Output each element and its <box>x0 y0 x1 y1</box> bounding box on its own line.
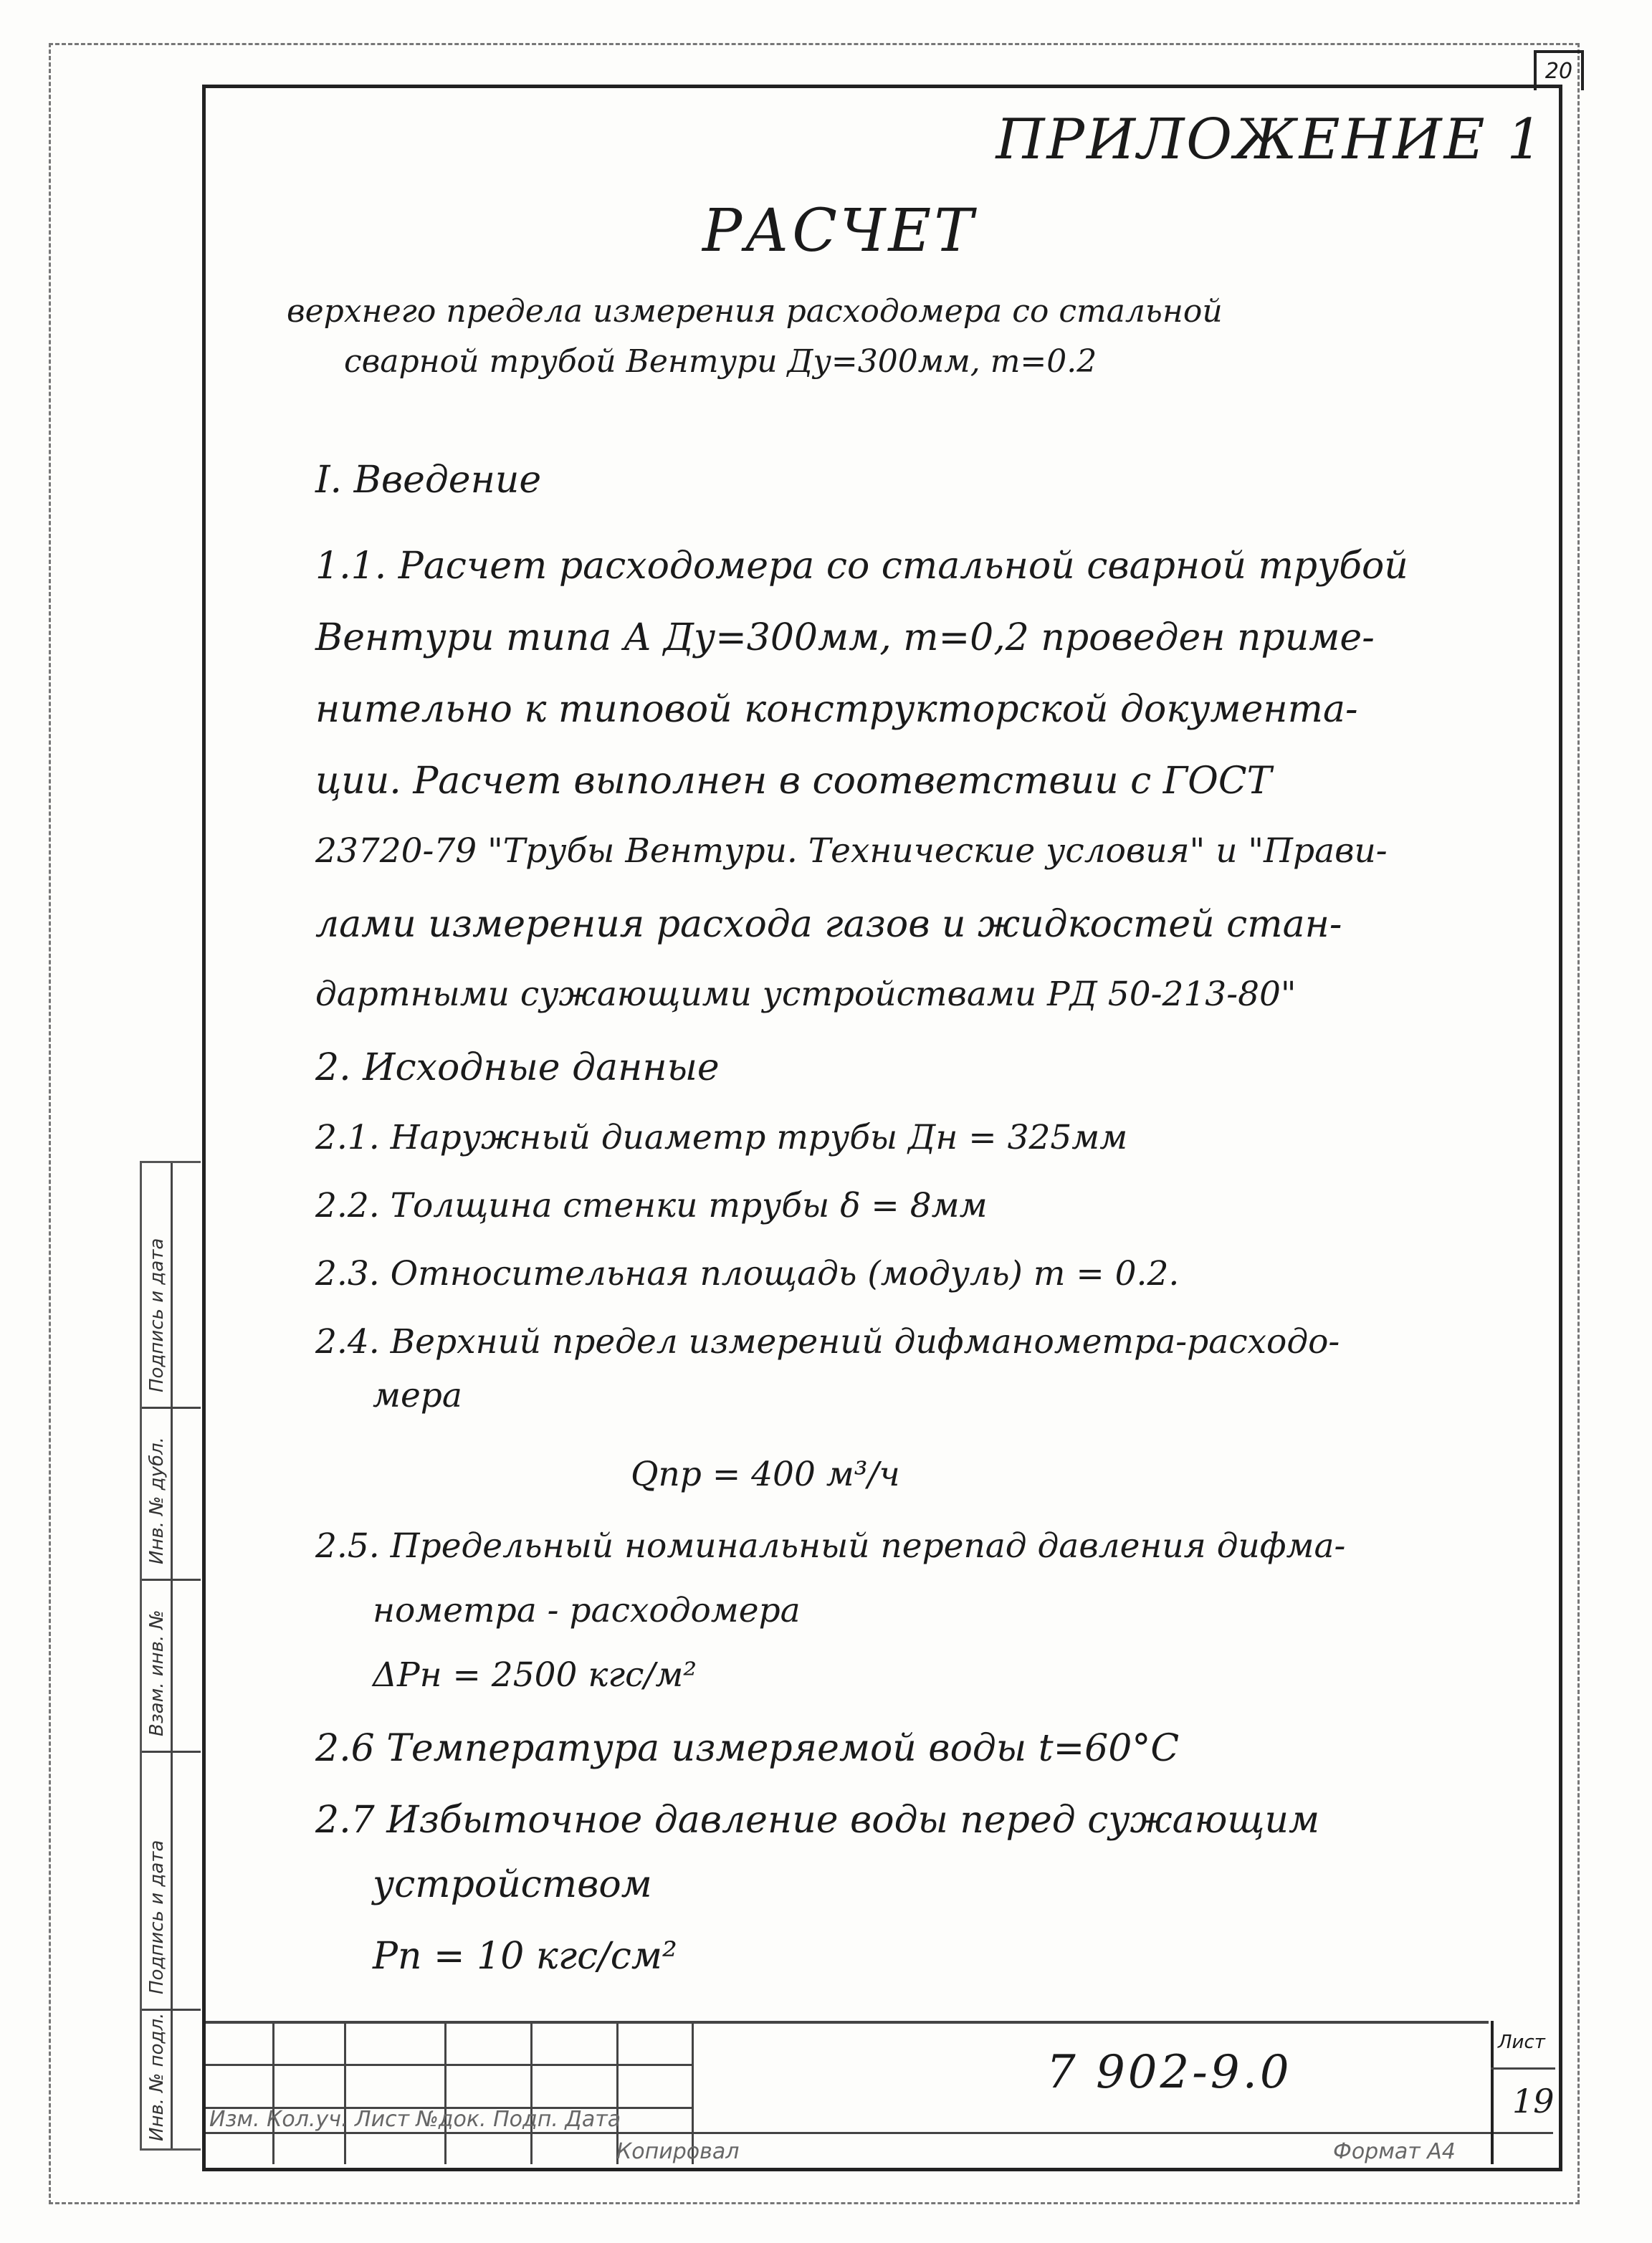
page-title: РАСЧЕТ <box>702 197 976 265</box>
item-2-4-b: мера <box>373 1376 462 1415</box>
side-strip-row-4 <box>142 2009 201 2011</box>
subtitle <box>287 287 1505 387</box>
document-code: 7 902-9.0 <box>1046 2046 1292 2099</box>
subtitle-line-1: верхнего предела измерения расходомера со стальной <box>287 293 1223 330</box>
stamp-col-3 <box>444 2021 447 2164</box>
side-strip-row-2 <box>142 1579 201 1581</box>
side-strip-row-3 <box>142 1751 201 1753</box>
intro-heading: I. Введение <box>315 459 542 502</box>
appendix-label: ПРИЛОЖЕНИЕ 1 <box>996 107 1544 172</box>
side-strip-divider <box>171 1163 173 2148</box>
side-label-sign-date-2: Подпись и дата <box>146 1238 168 1392</box>
formula-qpr: Qпр = 400 м³/ч <box>631 1455 900 1494</box>
item-2-5-b: нометра - расходомера <box>373 1591 801 1630</box>
stamp-copied: Копировал <box>616 2139 740 2164</box>
item-2-7-b: устройством <box>373 1863 652 1906</box>
stamp-col-2 <box>344 2021 346 2164</box>
item-2-3: 2.3. Относительная площадь (модуль) m = 0.2. <box>315 1254 1180 1293</box>
stamp-col-1 <box>272 2021 274 2164</box>
intro-line-2: Вентури типа А Ду=300мм, m=0,2 проведен приме- <box>315 616 1375 659</box>
list-number: 19 <box>1512 2082 1555 2120</box>
intro-line-5: 23720-79 "Трубы Вентури. Технические условия" и "Прави- <box>315 831 1388 871</box>
side-label-inv-podl: Инв. № подл. <box>146 2012 168 2141</box>
item-2-2: 2.2. Толщина стенки трубы δ = 8мм <box>315 1186 988 1225</box>
list-label: Лист <box>1498 2032 1545 2053</box>
side-approval-strip <box>140 1161 201 2151</box>
intro-line-7: дартными сужающими устройствами РД 50-213-80" <box>315 975 1297 1014</box>
side-label-inv-dubl: Инв. № дубл. <box>146 1437 168 1564</box>
side-strip-row-1 <box>142 1407 201 1409</box>
item-2-1: 2.1. Наружный диаметр трубы Дн = 325мм <box>315 1118 1128 1157</box>
item-2-7-a: 2.7 Избыточное давление воды перед сужающим <box>315 1799 1320 1842</box>
side-label-vzam-inv: Взам. инв. № <box>146 1610 168 1736</box>
stamp-header-row: Изм. Кол.уч. Лист №док. Подп. Дата <box>209 2107 621 2132</box>
formula-pp: Pп = 10 кгс/см² <box>373 1935 677 1978</box>
stamp-col-4 <box>530 2021 533 2164</box>
intro-line-3: нительно к типовой конструкторской документа- <box>315 688 1358 731</box>
side-label-sign-date-1: Подпись и дата <box>146 1840 168 1994</box>
intro-line-6: лами измерения расхода газов и жидкостей стан- <box>315 903 1342 946</box>
item-2-6: 2.6 Температура измеряемой воды t=60°C <box>315 1727 1180 1770</box>
stamp-row-line-1 <box>206 2064 693 2066</box>
stamp-top-line <box>206 2021 1489 2024</box>
subtitle-line-2: сварной трубой Вентури Ду=300мм, m=0.2 <box>344 343 1097 380</box>
item-2-5-a: 2.5. Предельный номинальный перепад давления дифма- <box>315 1526 1346 1566</box>
intro-line-1: 1.1. Расчет расходомера со стальной сварной трубой <box>315 545 1408 588</box>
stamp-format: Формат А4 <box>1333 2139 1456 2164</box>
intro-line-4: ции. Расчет выполнен в соответствии с ГОСТ <box>315 760 1272 803</box>
sheet-number: 20 <box>1534 50 1584 90</box>
data-heading: 2. Исходные данные <box>315 1046 720 1089</box>
stamp-row-line-3 <box>206 2132 1553 2134</box>
formula-dpn: ΔРн = 2500 кгс/м² <box>373 1655 697 1695</box>
item-2-4-a: 2.4. Верхний предел измерений дифманометра-расходо- <box>315 1322 1340 1362</box>
list-box-divider <box>1491 2067 1555 2070</box>
